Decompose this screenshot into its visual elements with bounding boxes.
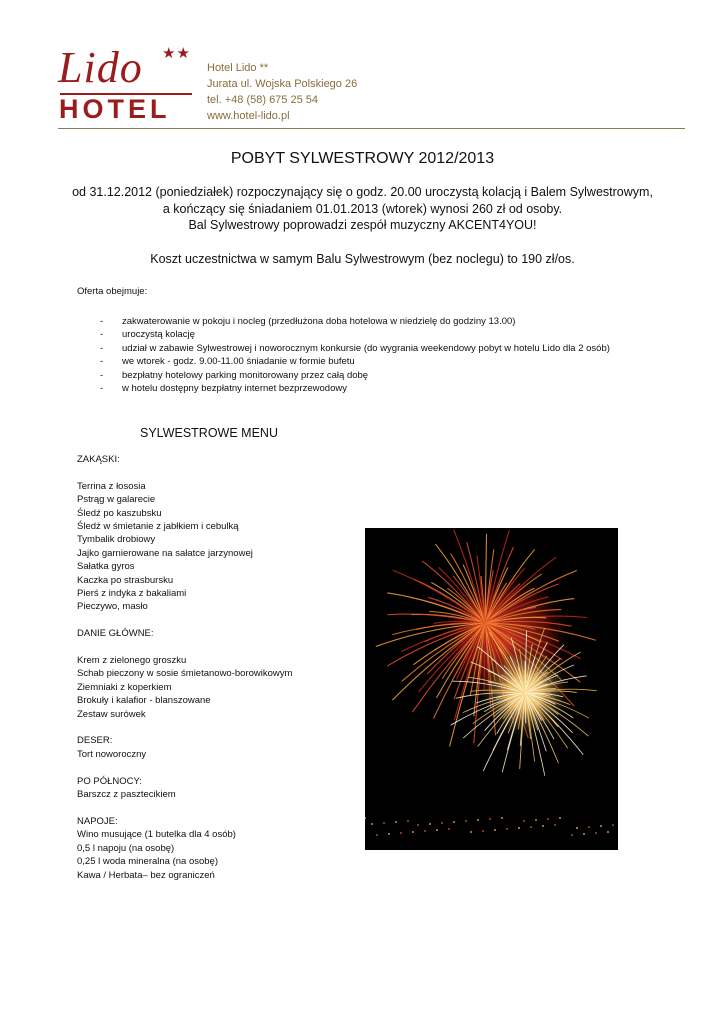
menu-title: SYLWESTROWE MENU [140,426,278,440]
list-item [100,315,610,328]
intro-text [20,184,705,234]
menu-heading: NAPOJE: [77,815,118,827]
intro-line: od 31.12.2012 (poniedziałek) rozpoczynający się o godz. 20.00 uroczystą kolacją i Balem Sylwestrowym, [72,185,653,199]
offer-item-text: uroczystą kolację [122,329,195,341]
menu-item: Śledź w śmietanie z jabłkiem i cebulką [77,521,239,533]
menu-item: Terrina z łososia [77,480,146,492]
offer-item-text: we wtorek - godz. 9.00-11.00 śniadanie w formie bufetu [122,356,355,368]
menu-heading: DANIE GŁÓWNE: [77,628,154,640]
menu-item: Tort noworoczny [77,748,147,760]
bullet-dash: - [100,342,104,354]
offer-item-text: bezpłatny hotelowy parking monitorowany przez całą dobę [122,369,369,381]
intro-line: Bal Sylwestrowy poprowadzi zespół muzyczny AKCENT4YOU! [188,218,537,232]
bullet-dash: - [100,383,104,395]
intro-line: a kończący się śniadaniem 01.01.2013 (wtorek) wynosi 260 zł od osoby. [162,201,563,216]
list-item [100,369,610,382]
list-item [100,355,610,368]
menu-item: Pstrąg w galarecie [77,494,156,506]
offer-label: Oferta obejmuje: [77,286,148,297]
menu-item: Pieczywo, masło [77,601,148,613]
hotel-contact-info [207,60,357,124]
menu-item: Kaczka po strasbursku [77,574,174,586]
offer-item-text: zakwaterowanie w pokoju i nocleg (przedłużona doba hotelowa w niedzielę do godziny 13.00) [122,316,516,327]
logo-stars-icon: ★★ [162,45,191,62]
menu-item: Śledź po kaszubsku [77,507,162,519]
list-item [100,382,610,395]
fireworks-image [365,528,618,850]
bullet-dash: - [100,329,104,341]
bullet-dash: - [100,356,104,368]
logo-word: HOTEL [59,94,171,124]
hotel-address: Jurata ul. Wojska Polskiego 26 [207,78,358,90]
hotel-name: Hotel Lido ** [207,62,269,74]
logo-script: Lido [58,43,143,92]
menu-item: Sałatka gyros [77,561,135,573]
menu-section-zakaski [77,453,292,882]
menu-item: 0,5 l napoju (na osobę) [77,842,175,854]
list-item [100,342,610,355]
header-divider [58,128,685,129]
menu-item: Ziemniaki z koperkiem [77,681,172,693]
offer-list [100,315,610,395]
menu-item: Tymbalik drobiowy [77,534,156,546]
menu-item: Kawa / Herbata– bez ograniczeń [77,869,215,881]
hotel-website-link[interactable]: www.hotel-lido.pl [207,110,290,122]
menu-item: Jajko garnierowane na sałatce jarzynowej [77,547,253,559]
menu-item: Pierś z indyka z bakaliami [77,588,187,600]
menu-item: Brokuły i kalafior - blanszowane [77,695,211,707]
menu-heading: PO PÓŁNOCY: [77,775,142,787]
menu-heading: DESER: [77,735,113,747]
list-item [100,328,610,341]
bullet-dash: - [100,316,104,327]
menu-item: Schab pieczony w sosie śmietanowo-borowikowym [77,668,293,680]
menu-item: Barszcz z pasztecikiem [77,789,176,801]
menu-item: Zestaw surówek [77,708,146,720]
menu-heading: ZAKĄSKI: [77,454,120,465]
fireworks-illustration [365,528,618,850]
hotel-phone: tel. +48 (58) 675 25 54 [207,94,318,106]
menu-item: 0,25 l woda mineralna (na osobę) [77,856,219,868]
cost-text: Koszt uczestnictwa w samym Balu Sylwestrowym (bez noclegu) to 190 zł/os. [150,252,575,266]
offer-item-text: udział w zabawie Sylwestrowej i noworocznym konkursie (do wygrania weekendowy pobyt w hotelu Lido dla 2 osób) [122,342,610,354]
page-title: POBYT SYLWESTROWY 2012/2013 [230,150,495,167]
bullet-dash: - [100,369,104,381]
menu-item: Wino musujące (1 butelka dla 4 osób) [77,829,236,841]
offer-item-text: w hotelu dostępny bezpłatny internet bezprzewodowy [122,383,347,395]
menu-item: Krem z zielonego groszku [77,655,187,667]
